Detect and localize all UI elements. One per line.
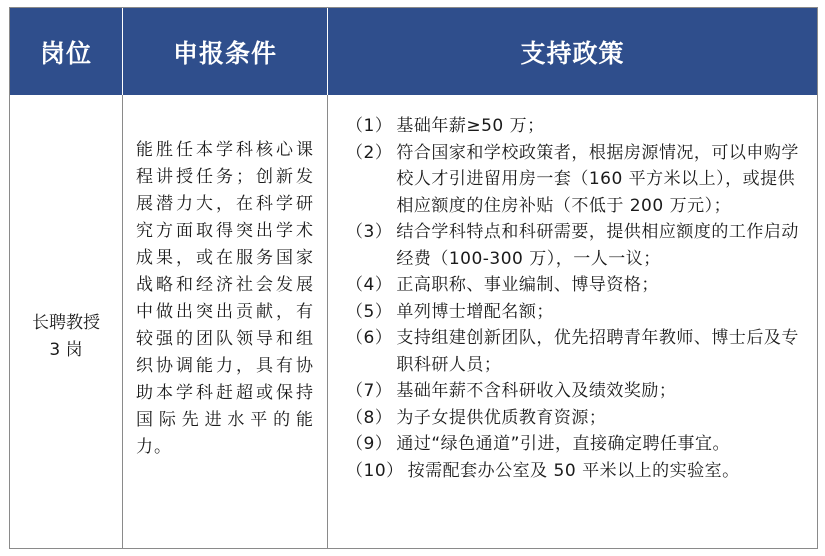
policy-item-number: （6） xyxy=(346,328,393,348)
policy-item-text: 通过“绿色通道”引进，直接确定聘任事宜。 xyxy=(396,434,730,454)
position-text: 长聘教授 3 岗 xyxy=(32,312,100,360)
header-policy: 支持政策 xyxy=(327,8,817,95)
policy-item xyxy=(346,458,811,485)
policy-item-number: （3） xyxy=(346,222,393,242)
policy-item-number: （4） xyxy=(346,275,393,295)
policy-item-text: 结合学科特点和科研需要，提供相应额度的工作启动经费（100-300 万），一人一议； xyxy=(396,222,799,269)
column-divider-2 xyxy=(327,95,328,548)
policy-item-text: 基础年薪≥50 万； xyxy=(396,116,545,136)
policy-item-number: （8） xyxy=(346,407,393,428)
policy-item xyxy=(346,219,811,272)
policy-item xyxy=(346,140,811,220)
policy-item xyxy=(346,113,811,140)
policy-item-number: （2） xyxy=(346,142,393,163)
policy-item-number: （10） xyxy=(346,460,404,481)
position-cell xyxy=(10,95,122,548)
policy-item-text: 正高职称、事业编制、博导资格； xyxy=(396,275,659,295)
policy-item-text: 支持组建创新团队，优先招聘青年教师、博士后及专职科研人员； xyxy=(396,328,799,375)
policy-item-number: （9） xyxy=(346,434,393,454)
policy-item xyxy=(346,378,811,405)
policy-item-text: 为子女提供优质教育资源； xyxy=(396,407,607,428)
policy-item-number: （5） xyxy=(346,301,393,322)
policy-item-number: （7） xyxy=(346,381,393,401)
policy-item xyxy=(346,299,811,326)
policy-item-text: 基础年薪不含科研收入及绩效奖励； xyxy=(396,381,677,401)
policy-item xyxy=(346,272,811,299)
policy-item-text: 按需配套办公室及 50 平米以上的实验室。 xyxy=(407,460,740,481)
policy-table xyxy=(9,7,818,549)
header-conditions: 申报条件 xyxy=(122,8,327,95)
policy-item xyxy=(346,325,811,378)
policy-item-text: 单列博士增配名额； xyxy=(396,301,554,322)
conditions-text: 能胜任本学科核心课程讲授任务；创新发展潜力大，在科学研究方面取得突出学术成果，或在服务国家战略和经济社会发展中做出突出贡献，有较强的团队领导和组织协调能力，具有协助本学科赶超或保持国际先进水平的能力。 xyxy=(136,140,314,457)
column-divider-1 xyxy=(122,95,123,548)
policy-item xyxy=(346,405,811,432)
policy-list xyxy=(346,113,811,484)
header-position: 岗位 xyxy=(10,8,122,95)
policy-item-number: （1） xyxy=(346,116,393,136)
policy-item-text: 符合国家和学校政策者，根据房源情况，可以申购学校人才引进留用房一套（160 平方米以上），或提供相应额度的住房补贴（不低于 200 万元）； xyxy=(396,142,799,216)
policy-item xyxy=(346,431,811,458)
